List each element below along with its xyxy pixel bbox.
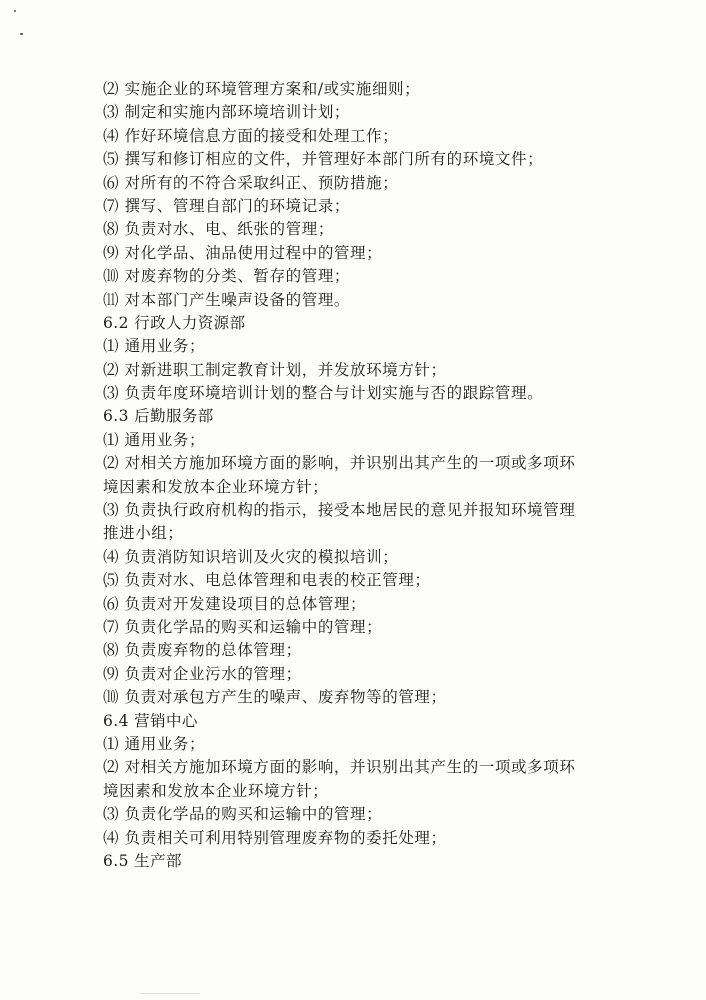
section-heading: 6.5 生产部 [103, 851, 182, 870]
text-line: ⑾ 对本部门产生噪声设备的管理。 [103, 290, 351, 309]
text-line: ⑷ 负责相关可利用特别管理废弃物的委托处理； [103, 828, 447, 847]
text-line: ⑴ 通用业务； [103, 430, 206, 449]
section-heading: 6.3 后勤服务部 [103, 407, 214, 426]
text-line: ⑻ 负责废弃物的总体管理； [103, 641, 302, 660]
scan-speck [20, 33, 23, 35]
section-heading: 6.2 行政人力资源部 [103, 313, 246, 332]
text-line: ⑶ 负责执行政府机构的指示，接受本地居民的意见并报知环境管理 [103, 501, 576, 520]
text-line: 境因素和发放本企业环境方针； [103, 477, 329, 496]
text-line: ⑷ 作好环境信息方面的接受和处理工作； [103, 126, 399, 145]
scan-speck [14, 10, 16, 12]
document-text [103, 78, 623, 873]
text-line: ⑸ 撰写和修订相应的文件，并管理好本部门所有的环境文件； [103, 150, 544, 169]
text-line: ⑴ 通用业务； [103, 337, 206, 356]
text-line: ⑽ 对废弃物的分类、暂存的管理； [103, 267, 351, 286]
scan-speck [140, 993, 200, 994]
text-line: ⑺ 撰写、管理自部门的环境记录； [103, 196, 351, 215]
text-line: ⑶ 负责年度环境培训计划的整合与计划实施与否的跟踪管理。 [103, 384, 544, 403]
text-line: 境因素和发放本企业环境方针； [103, 781, 329, 800]
text-line: ⑵ 对新进职工制定教育计划，并发放环境方针； [103, 360, 447, 379]
text-line: ⑶ 负责化学品的购买和运输中的管理； [103, 805, 383, 824]
section-heading: 6.4 营销中心 [103, 711, 198, 730]
text-line: ⑹ 对所有的不符合采取纠正、预防措施； [103, 173, 399, 192]
text-line: ⑼ 负责对企业污水的管理； [103, 664, 302, 683]
text-line: ⑼ 对化学品、油品使用过程中的管理； [103, 243, 383, 262]
text-line: ⑵ 对相关方施加环境方面的影响，并识别出其产生的一项或多项环 [103, 454, 576, 473]
text-line: ⑶ 制定和实施内部环境培训计划； [103, 103, 351, 122]
text-line: ⑵ 实施企业的环境管理方案和/或实施细则； [103, 80, 421, 98]
text-line: ⑵ 对相关方施加环境方面的影响，并识别出其产生的一项或多项环 [103, 758, 576, 777]
text-line: ⑽ 负责对承包方产生的噪声、废弃物等的管理； [103, 688, 447, 707]
text-line: 推进小组； [103, 524, 184, 543]
text-line: ⑷ 负责消防知识培训及火灾的模拟培训； [103, 547, 399, 566]
text-line: ⑻ 负责对水、电、纸张的管理； [103, 220, 334, 239]
text-line: ⑺ 负责化学品的购买和运输中的管理； [103, 617, 383, 636]
text-line: ⑹ 负责对开发建设项目的总体管理； [103, 594, 367, 613]
text-line: ⑸ 负责对水、电总体管理和电表的校正管理； [103, 571, 431, 590]
text-line: ⑴ 通用业务； [103, 734, 206, 753]
